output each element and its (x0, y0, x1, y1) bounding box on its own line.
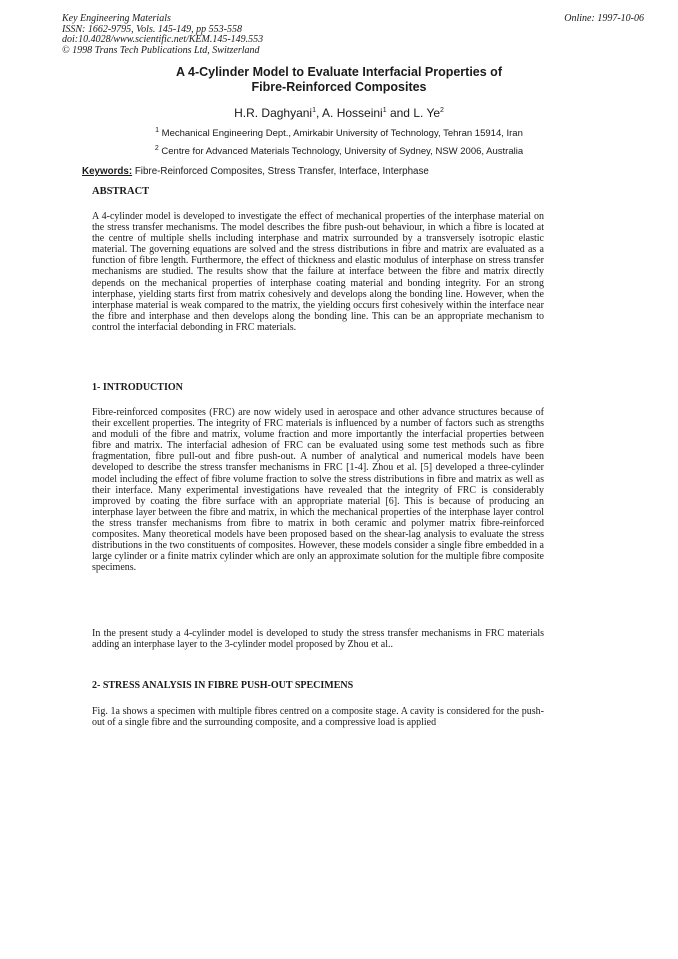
affiliation-2 (0, 145, 678, 157)
doi-line[interactable]: doi:10.4028/www.scientific.net/KEM.145-149.553 (62, 34, 264, 45)
section-2-heading: 2- STRESS ANALYSIS IN FIBRE PUSH-OUT SPECIMENS (92, 680, 354, 691)
author-affiliation-mark: 1 (382, 107, 387, 114)
keywords-text: Fibre-Reinforced Composites, Stress Transfer, Interface, Interphase (132, 166, 429, 177)
author-affiliation-mark: 1 (312, 107, 317, 114)
copyright-line: © 1998 Trans Tech Publications Ltd, Switzerland (62, 44, 260, 56)
keywords-label: Keywords: (82, 166, 133, 177)
online-date: Online: 1997-10-06 (564, 13, 644, 24)
introduction-paragraph-2: In the present study a 4-cylinder model is developed to study the stress transfer mechanisms in FRC materials adding an interphase layer to the 3-cylinder model proposed by Zhou et al.. (92, 628, 544, 651)
title-line-2: Fibre-Reinforced Composites (251, 80, 427, 94)
author-affiliation-mark: 2 (440, 107, 444, 114)
affiliation-text: Mechanical Engineering Dept., Amirkabir University of Technology, Tehran 15914, Iran (161, 128, 523, 140)
keywords (82, 166, 429, 177)
section-2-paragraph-1: Fig. 1a shows a specimen with multiple fibres centred on a composite stage. A cavity is considered for the push-out of a single fibre and the surrounding composite, and a compressive load is applied (92, 706, 544, 729)
author-name: H.R. Daghyani (234, 106, 313, 120)
title-line-1: A 4-Cylinder Model to Evaluate Interfacial Properties of (175, 65, 502, 79)
author-list (0, 106, 678, 120)
affiliation-text: Centre for Advanced Materials Technology, University of Sydney, NSW 2006, Australia (161, 146, 524, 158)
journal-header (62, 14, 263, 56)
introduction-heading: 1- INTRODUCTION (92, 382, 183, 393)
author-name: , A. Hosseini (316, 106, 383, 120)
issn-line: ISSN: 1662-9795, Vols. 145-149, pp 553-558 (62, 23, 242, 35)
paper-title (0, 65, 678, 95)
abstract-paragraph: A 4-cylinder model is developed to investigate the effect of mechanical properties of the interphase material on the stress transfer mechanisms. The model describes the fibre push-out behaviour, in which a fibre is located at the centre of multiple shells including interphase and matrix surrounded by a transversely isotropic elastic material. The governing equations are solved and the stress distributions in fibre and matrix are evaluated as a function of fibre length. Furthermore, the effect of thickness and elastic modulus of interphase on stress transfer mechanisms are studied. The results show that the failure at interface between the fibre and matrix directly depends on the mechanical properties of interphase coating material and bonding integrity. For an strong interphase, yielding starts first from matrix cohesively and develops along the bonding line. However, when the interphase material is weak compared to the matrix, the yielding occurs first cohesively within the interface near the fibre and interphase and then develops along the bonding line. This can be an appropriate mechanism to control the interfacial debonding in FRC materials. (92, 211, 544, 333)
affiliation-1 (0, 127, 678, 139)
journal-name: Key Engineering Materials (62, 13, 171, 24)
abstract-heading: ABSTRACT (92, 186, 150, 197)
introduction-paragraph-1: Fibre-reinforced composites (FRC) are now widely used in aerospace and other advance structures because of their excellent properties. The integrity of FRC materials is influenced by a number of factors such as strengths and moduli of the fibre and matrix, volume fraction and more importantly the interfacial properties between fibre and matrix. The interfacial adhesion of FRC can be evaluated using some test methods such as fibre fragmentation, fibre pull-out and fibre push-out. A number of analytical and numerical models have been developed to describe the stress transfer mechanisms in FRC [1-4]. Zhou et al. [5] developed a three-cylinder model including the effect of fibre volume fraction to solve the stress distributions in fibre and matrix as well as their interface. Many experimental investigations have revealed that the integrity of FRC is considerably improved by coating the fibre surface with an appropriate material [6]. This is because of producing an interphase layer between the fibre and matrix, in which the mechanical properties of the interphase layer control the stress transfer mechanisms from fibre to matrix in both ceramic and polymer matrix fibre-reinforced composites. Many theoretical models have been proposed based on the shear-lag analysis to evaluate the stress distributions in the two constituents of composites. However, these models consider a single fibre embedded in a large cylinder or a finite matrix cylinder which are only an approximate solution for the multiple fibre composite specimens. (92, 407, 544, 574)
affiliation-number: 2 (154, 145, 159, 152)
affiliation-number: 1 (155, 127, 160, 134)
author-name: and L. Ye (386, 106, 441, 120)
